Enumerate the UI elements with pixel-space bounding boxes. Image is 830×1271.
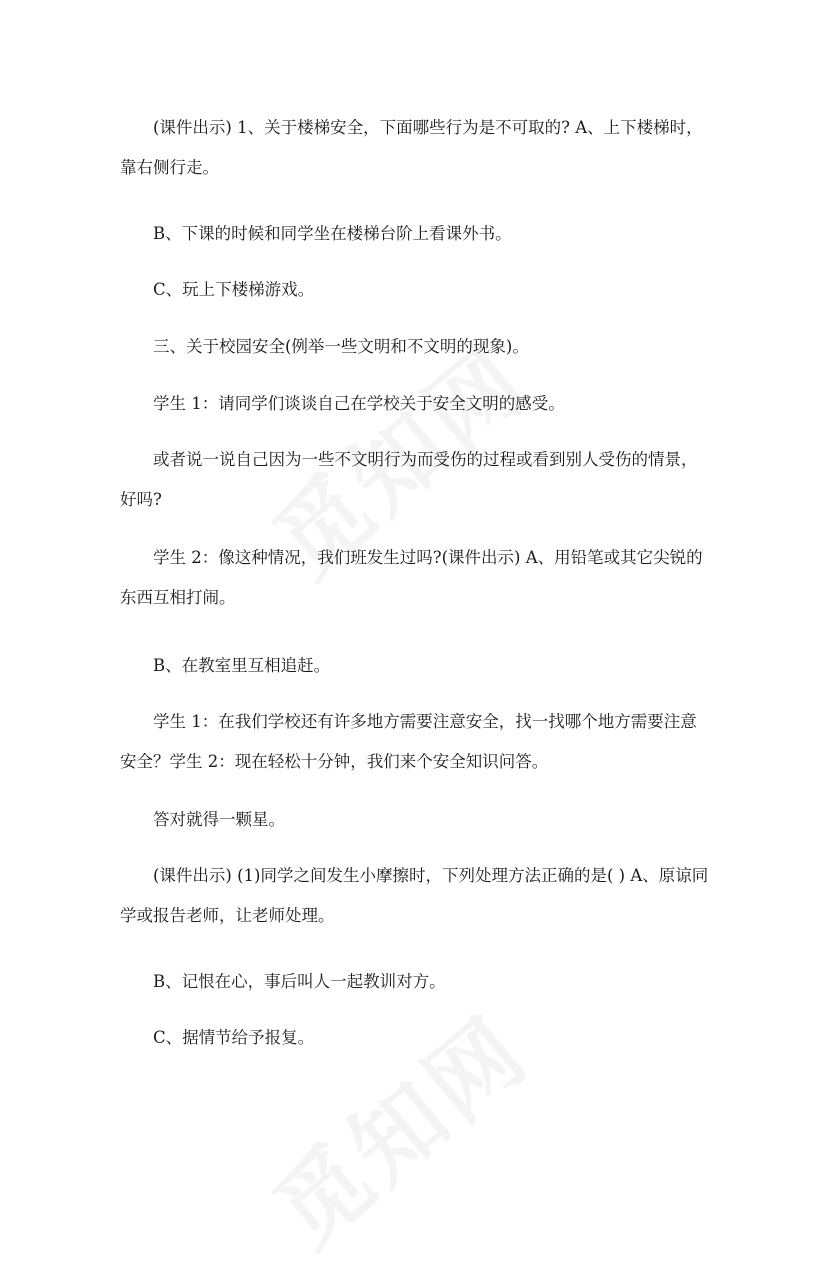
paragraph-option-b-classroom: B、在教室里互相追赶。 bbox=[153, 656, 331, 675]
paragraph-star-reward: 答对就得一颗星。 bbox=[153, 810, 285, 829]
paragraph-section-three-heading: 三、关于校园安全(例举一些文明和不文明的现象)。 bbox=[153, 337, 529, 356]
paragraph-option-c-revenge: C、据情节给予报复。 bbox=[153, 1028, 315, 1047]
paragraph-option-c-stairs: C、玩上下楼梯游戏。 bbox=[153, 280, 315, 299]
paragraph-safety-locations: 学生 1：在我们学校还有许多地方需要注意安全，找一找哪个地方需要注意安全？学生 2：现在轻松十分钟，我们来个安全知识问答。 bbox=[120, 712, 697, 771]
paragraph-stair-question: (课件出示) 1、关于楼梯安全，下面哪些行为是不可取的? A、上下楼梯时，靠右侧行走。 bbox=[120, 118, 703, 177]
paragraph-option-b-stairs: B、下课的时候和同学坐在楼梯台阶上看课外书。 bbox=[153, 224, 512, 243]
paragraph-student-2-question: 学生 2：像这种情况，我们班发生过吗?(课件出示) A、用铅笔或其它尖锐的东西互相打闹。 bbox=[120, 548, 703, 607]
paragraph-conflict-question: (课件出示) (1)同学之间发生小摩擦时，下列处理方法正确的是( ) A、原谅同学或报告老师，让老师处理。 bbox=[120, 866, 709, 925]
paragraph-student-1-prompt: 学生 1：请同学们谈谈自己在学校关于安全文明的感受。 bbox=[153, 394, 565, 413]
paragraph-option-b-grudge: B、记恨在心，事后叫人一起教训对方。 bbox=[153, 972, 446, 991]
paragraph-injury-story: 或者说一说自己因为一些不文明行为而受伤的过程或看到别人受伤的情景，好吗? bbox=[120, 450, 698, 509]
